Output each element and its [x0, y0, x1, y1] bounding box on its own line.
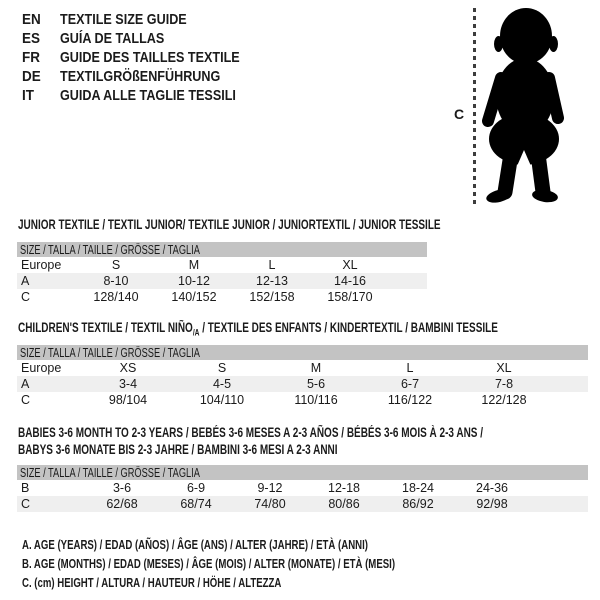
size-cell: 3-6: [112, 481, 132, 495]
babies-size-table: [17, 465, 588, 512]
size-cell: M: [310, 361, 322, 375]
size-cell: 104/110: [199, 393, 245, 407]
language-label: GUÍA DE TALLAS: [60, 30, 165, 47]
size-cell: 86/92: [402, 497, 434, 511]
row-label-cell: Europe: [21, 258, 62, 272]
table-row-europe: [17, 257, 427, 273]
size-cell: S: [217, 361, 227, 375]
language-label: GUIDA ALLE TAGLIE TESSILI: [60, 87, 236, 104]
size-cell: S: [111, 258, 121, 272]
babies-title-line2: BABYS 3-6 MONATE BIS 2-3 JAHRE / BAMBINI 3-6 MESI A 2-3 ANNI: [18, 442, 338, 457]
size-cell: 68/74: [180, 497, 212, 511]
size-header-bar: [17, 242, 427, 257]
size-cell: 92/98: [476, 497, 508, 511]
row-label-cell: Europe: [21, 361, 62, 375]
size-cell: 62/68: [106, 497, 138, 511]
size-header-label: SIZE / TALLA / TAILLE / GRÖSSE / TAGLIA: [19, 242, 200, 257]
table-row-a: [17, 376, 588, 392]
size-cell: 140/152: [171, 290, 217, 304]
height-marker-label: C: [454, 106, 465, 122]
size-cell: 8-10: [103, 274, 129, 288]
row-label-cell: A: [21, 274, 30, 288]
language-label: TEXTILGRÖßENFÜHRUNG: [60, 68, 221, 85]
size-cell: 158/170: [327, 290, 373, 304]
size-cell: 7-8: [494, 377, 514, 391]
size-header-bar: [17, 345, 588, 360]
footnote-a: A. AGE (YEARS) / EDAD (AÑOS) / ÂGE (ANS) / ALTER (JAHRE) / ETÀ (ANNI): [22, 537, 368, 552]
table-row-c: [17, 289, 427, 305]
size-cell: 12-13: [256, 274, 288, 288]
language-label: GUIDE DES TAILLES TEXTILE: [60, 49, 240, 66]
size-cell: 6-7: [400, 377, 420, 391]
size-cell: XS: [119, 361, 137, 375]
size-cell: 98/104: [108, 393, 148, 407]
size-cell: 14-16: [334, 274, 366, 288]
size-cell: L: [406, 361, 414, 375]
size-cell: 4-5: [212, 377, 232, 391]
language-row-it: [22, 86, 274, 105]
language-row-de: [22, 67, 274, 86]
size-cell: 152/158: [249, 290, 295, 304]
table-row-c: [17, 496, 588, 512]
children-section-title: CHILDREN'S TEXTILE / TEXTIL $NIÑO_{/A}$ / TEXTILE DES ENFANTS / KINDERTEXTIL / BAMBINI TESSILE: [18, 320, 498, 338]
language-label: TEXTILE SIZE GUIDE: [60, 11, 187, 28]
junior-section-title: JUNIOR TEXTILE / TEXTIL JUNIOR/ TEXTILE JUNIOR / JUNIORTEXTIL / JUNIOR TESSILE: [18, 217, 441, 232]
size-cell: 128/140: [93, 290, 139, 304]
toddler-silhouette: [481, 6, 573, 206]
language-code: ES: [22, 30, 41, 47]
language-code: DE: [22, 68, 41, 85]
size-cell: M: [188, 258, 200, 272]
size-cell: 3-4: [118, 377, 138, 391]
size-header-label: SIZE / TALLA / TAILLE / GRÖSSE / TAGLIA: [19, 465, 200, 480]
language-code: FR: [22, 49, 40, 66]
size-cell: 5-6: [306, 377, 326, 391]
size-cell: 116/122: [387, 393, 433, 407]
size-cell: 80/86: [328, 497, 360, 511]
height-dashed-line: [473, 8, 476, 204]
table-row-a: [17, 273, 427, 289]
size-header-bar: [17, 465, 588, 480]
title-subscript: /A: [192, 327, 200, 338]
language-row-en: [22, 10, 274, 29]
size-header-label: SIZE / TALLA / TAILLE / GRÖSSE / TAGLIA: [19, 345, 200, 360]
footnotes: [22, 537, 526, 594]
size-cell: 10-12: [178, 274, 210, 288]
table-row-europe: [17, 360, 588, 376]
row-label-cell: A: [21, 377, 30, 391]
language-code: EN: [22, 11, 41, 28]
junior-size-table: [17, 242, 427, 305]
language-title-list: [22, 10, 274, 105]
language-row-es: [22, 29, 274, 48]
row-label-cell: C: [21, 393, 31, 407]
children-size-table: [17, 345, 588, 408]
footnote-b: B. AGE (MONTHS) / EDAD (MESES) / ÂGE (MOIS) / ALTER (MONATE) / ETÀ (MESI): [22, 556, 396, 571]
row-label-cell: C: [21, 290, 31, 304]
size-cell: 74/80: [254, 497, 286, 511]
size-cell: XL: [496, 361, 512, 375]
babies-title-line1: BABIES 3-6 MONTH TO 2-3 YEARS / BEBÉS 3-6 MESES A 2-3 AÑOS / BÉBÉS 3-6 MOIS À 2-3 ANS /: [18, 425, 484, 440]
size-cell: 9-12: [257, 481, 283, 495]
table-row-c: [17, 392, 588, 408]
size-cell: 122/128: [481, 393, 527, 407]
size-cell: 24-36: [476, 481, 508, 495]
size-cell: 12-18: [328, 481, 360, 495]
footnote-c: C. (cm) HEIGHT / ALTURA / HAUTEUR / HÖHE / ALTEZZA: [22, 575, 282, 590]
size-cell: XL: [342, 258, 358, 272]
language-row-fr: [22, 48, 274, 67]
size-cell: 6-9: [186, 481, 206, 495]
size-cell: 110/116: [294, 393, 338, 407]
table-row-b: [17, 480, 588, 496]
language-code: IT: [22, 87, 35, 104]
size-cell: 18-24: [402, 481, 434, 495]
row-label-cell: C: [21, 497, 31, 511]
row-label-cell: B: [21, 481, 30, 495]
size-cell: L: [268, 258, 276, 272]
babies-section-title: [18, 424, 600, 458]
